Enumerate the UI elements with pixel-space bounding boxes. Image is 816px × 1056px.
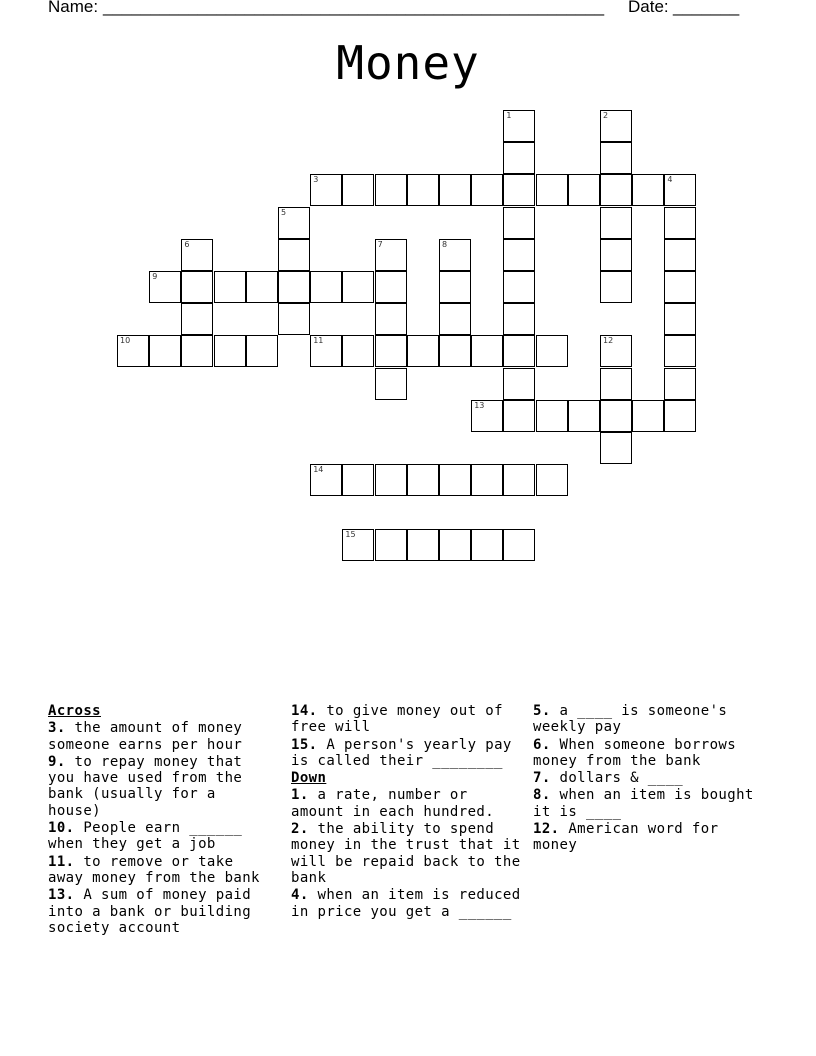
clue-item-number: 12.: [533, 821, 560, 838]
grid-cell[interactable]: [503, 239, 535, 271]
grid-cell[interactable]: [342, 335, 374, 367]
name-label: Name:: [48, 0, 99, 16]
clue-item: [48, 720, 276, 753]
grid-cell[interactable]: [503, 368, 535, 400]
grid-cell[interactable]: [600, 239, 632, 271]
grid-cell[interactable]: [181, 239, 213, 271]
grid-cell[interactable]: [439, 335, 471, 367]
clue-item-number: 13.: [48, 887, 75, 904]
grid-cell[interactable]: [407, 335, 439, 367]
grid-cell[interactable]: [664, 368, 696, 400]
clue-item-text: to repay money that you have used from the bank (usually for a house): [48, 753, 243, 819]
clue-heading-across: Across: [48, 703, 101, 719]
clue-item-number: 8.: [533, 787, 551, 804]
clue-item-text: dollars & ____: [550, 770, 684, 787]
grid-cell[interactable]: [246, 335, 278, 367]
name-line[interactable]: _____________________________________________________: [103, 0, 605, 16]
clue-item-text: American word for money: [533, 821, 719, 854]
grid-cell[interactable]: [664, 400, 696, 432]
grid-cell[interactable]: [310, 271, 342, 303]
grid-cell[interactable]: [310, 464, 342, 496]
grid-cell[interactable]: [664, 239, 696, 271]
clue-item-number: 9.: [48, 753, 66, 770]
clue-item-text: to give money out of free will: [291, 703, 503, 736]
clue-item-number: 6.: [533, 736, 551, 753]
clue-number: 6: [184, 239, 190, 249]
clue-item: [291, 821, 521, 886]
clue-item-text: A sum of money paid into a bank or building society account: [48, 887, 252, 936]
clue-item: [291, 887, 521, 920]
grid-cell[interactable]: [310, 174, 342, 206]
clue-item: [291, 703, 521, 736]
grid-cell[interactable]: [600, 110, 632, 142]
clue-number: 5: [281, 207, 287, 217]
grid-cell[interactable]: [503, 464, 535, 496]
clues-column-3: [533, 703, 761, 855]
grid-cell[interactable]: [536, 174, 568, 206]
clue-number: 10: [120, 336, 131, 346]
page-title: Money: [336, 36, 480, 90]
clue-item-text: A person's yearly pay is called their ________: [291, 736, 512, 769]
grid-cell[interactable]: [503, 335, 535, 367]
grid-cell[interactable]: [600, 142, 632, 174]
clue-item-text: when an item is reduced in price you get a ______: [291, 887, 521, 920]
grid-cell[interactable]: [278, 271, 310, 303]
clue-item-number: 11.: [48, 853, 75, 870]
clue-item-number: 3.: [48, 720, 66, 737]
grid-cell[interactable]: [342, 529, 374, 561]
grid-cell[interactable]: [632, 174, 664, 206]
clue-item-number: 15.: [291, 736, 318, 753]
clues-column-2: [291, 703, 521, 921]
date-line[interactable]: _______: [673, 0, 740, 16]
grid-cell[interactable]: [664, 207, 696, 239]
clue-item: [48, 820, 276, 853]
grid-cell[interactable]: [246, 271, 278, 303]
clue-item-number: 14.: [291, 703, 318, 719]
grid-cell[interactable]: [632, 400, 664, 432]
clue-number: 8: [442, 239, 448, 249]
grid-cell[interactable]: [471, 335, 503, 367]
clue-number: 12: [603, 336, 614, 346]
grid-cell[interactable]: [471, 400, 503, 432]
clue-item-text: the amount of money someone earns per hour: [48, 720, 243, 753]
grid-cell[interactable]: [117, 335, 149, 367]
grid-cell[interactable]: [439, 271, 471, 303]
grid-cell[interactable]: [310, 335, 342, 367]
clue-number: 15: [345, 529, 356, 539]
grid-cell[interactable]: [568, 400, 600, 432]
grid-cell[interactable]: [503, 529, 535, 561]
clue-item: [533, 703, 761, 736]
grid-cell[interactable]: [568, 174, 600, 206]
grid-cell[interactable]: [149, 271, 181, 303]
clue-number: 9: [152, 272, 158, 281]
clue-number: 14: [313, 465, 324, 475]
clue-item-number: 7.: [533, 770, 551, 787]
grid-cell[interactable]: [600, 368, 632, 400]
grid-cell[interactable]: [375, 464, 407, 496]
grid-cell[interactable]: [536, 400, 568, 432]
grid-cell[interactable]: [375, 271, 407, 303]
clue-number: 11: [313, 336, 324, 346]
clue-number: 13: [474, 400, 485, 410]
grid-cell[interactable]: [503, 271, 535, 303]
clue-item-text: People earn ______ when they get a job: [48, 820, 243, 853]
grid-cell[interactable]: [375, 239, 407, 271]
clue-item-number: 2.: [291, 821, 309, 838]
clue-item-number: 4.: [291, 887, 309, 904]
grid-cell[interactable]: [664, 174, 696, 206]
grid-cell[interactable]: [600, 432, 632, 464]
grid-cell[interactable]: [471, 529, 503, 561]
grid-cell[interactable]: [664, 335, 696, 367]
grid-cell[interactable]: [278, 207, 310, 239]
grid-cell[interactable]: [471, 174, 503, 206]
grid-cell[interactable]: [503, 303, 535, 335]
grid-cell[interactable]: [503, 400, 535, 432]
clue-item: [48, 854, 276, 887]
grid-cell[interactable]: [214, 335, 246, 367]
grid-cell[interactable]: [407, 529, 439, 561]
grid-cell[interactable]: [664, 271, 696, 303]
clue-item-number: 1.: [291, 787, 309, 804]
grid-cell[interactable]: [503, 110, 535, 142]
grid-cell[interactable]: [503, 174, 535, 206]
grid-cell[interactable]: [181, 271, 213, 303]
grid-cell[interactable]: [342, 271, 374, 303]
grid-cell[interactable]: [503, 142, 535, 174]
grid-cell[interactable]: [181, 335, 213, 367]
date-label: Date:: [628, 0, 669, 16]
grid-cell[interactable]: [342, 174, 374, 206]
grid-cell[interactable]: [439, 464, 471, 496]
grid-cell[interactable]: [503, 207, 535, 239]
clue-number: 2: [603, 111, 609, 120]
clue-number: 3: [313, 175, 319, 185]
clue-item-number: 10.: [48, 820, 75, 837]
grid-cell[interactable]: [278, 303, 310, 335]
clue-heading-down: Down: [291, 770, 327, 787]
grid-cell[interactable]: [536, 335, 568, 367]
clue-item: [291, 737, 521, 770]
grid-cell[interactable]: [664, 303, 696, 335]
grid-cell[interactable]: [600, 335, 632, 367]
grid-cell[interactable]: [407, 464, 439, 496]
clue-item-text: the ability to spend money in the trust that it will be repaid back to the bank: [291, 821, 521, 886]
grid-cell[interactable]: [439, 529, 471, 561]
clue-item: [533, 821, 761, 854]
grid-cell[interactable]: [181, 303, 213, 335]
grid-cell[interactable]: [375, 529, 407, 561]
clue-item: [533, 787, 761, 820]
grid-cell[interactable]: [439, 303, 471, 335]
clue-number: 4: [667, 175, 673, 185]
grid-cell[interactable]: [407, 174, 439, 206]
clue-item: [533, 770, 761, 786]
grid-cell[interactable]: [600, 400, 632, 432]
clue-item-number: 5.: [533, 703, 551, 719]
grid-cell[interactable]: [149, 335, 181, 367]
grid-cell[interactable]: [536, 464, 568, 496]
clue-number: 1: [506, 111, 512, 120]
clue-item-text: a ____ is someone's weekly pay: [533, 703, 728, 736]
grid-cell[interactable]: [278, 239, 310, 271]
clues-column-1: [48, 703, 276, 937]
grid-cell[interactable]: [375, 303, 407, 335]
grid-cell[interactable]: [342, 464, 374, 496]
clue-item: [48, 887, 276, 936]
grid-cell[interactable]: [600, 271, 632, 303]
grid-cell[interactable]: [375, 368, 407, 400]
grid-cell[interactable]: [439, 174, 471, 206]
clue-item-text: a rate, number or amount in each hundred.: [291, 787, 495, 820]
clue-item: [291, 787, 521, 820]
grid-cell[interactable]: [471, 464, 503, 496]
clue-number: 7: [377, 239, 383, 249]
grid-cell[interactable]: [375, 174, 407, 206]
grid-cell[interactable]: [600, 207, 632, 239]
clue-item-text: to remove or take away money from the bank: [48, 853, 260, 886]
clue-item-text: when an item is bought it is ____: [533, 787, 754, 820]
clue-item-text: When someone borrows money from the bank: [533, 736, 737, 769]
grid-cell[interactable]: [600, 174, 632, 206]
clue-item: [533, 737, 761, 770]
grid-cell[interactable]: [439, 239, 471, 271]
clue-item: [48, 754, 276, 819]
grid-cell[interactable]: [375, 335, 407, 367]
grid-cell[interactable]: [214, 271, 246, 303]
